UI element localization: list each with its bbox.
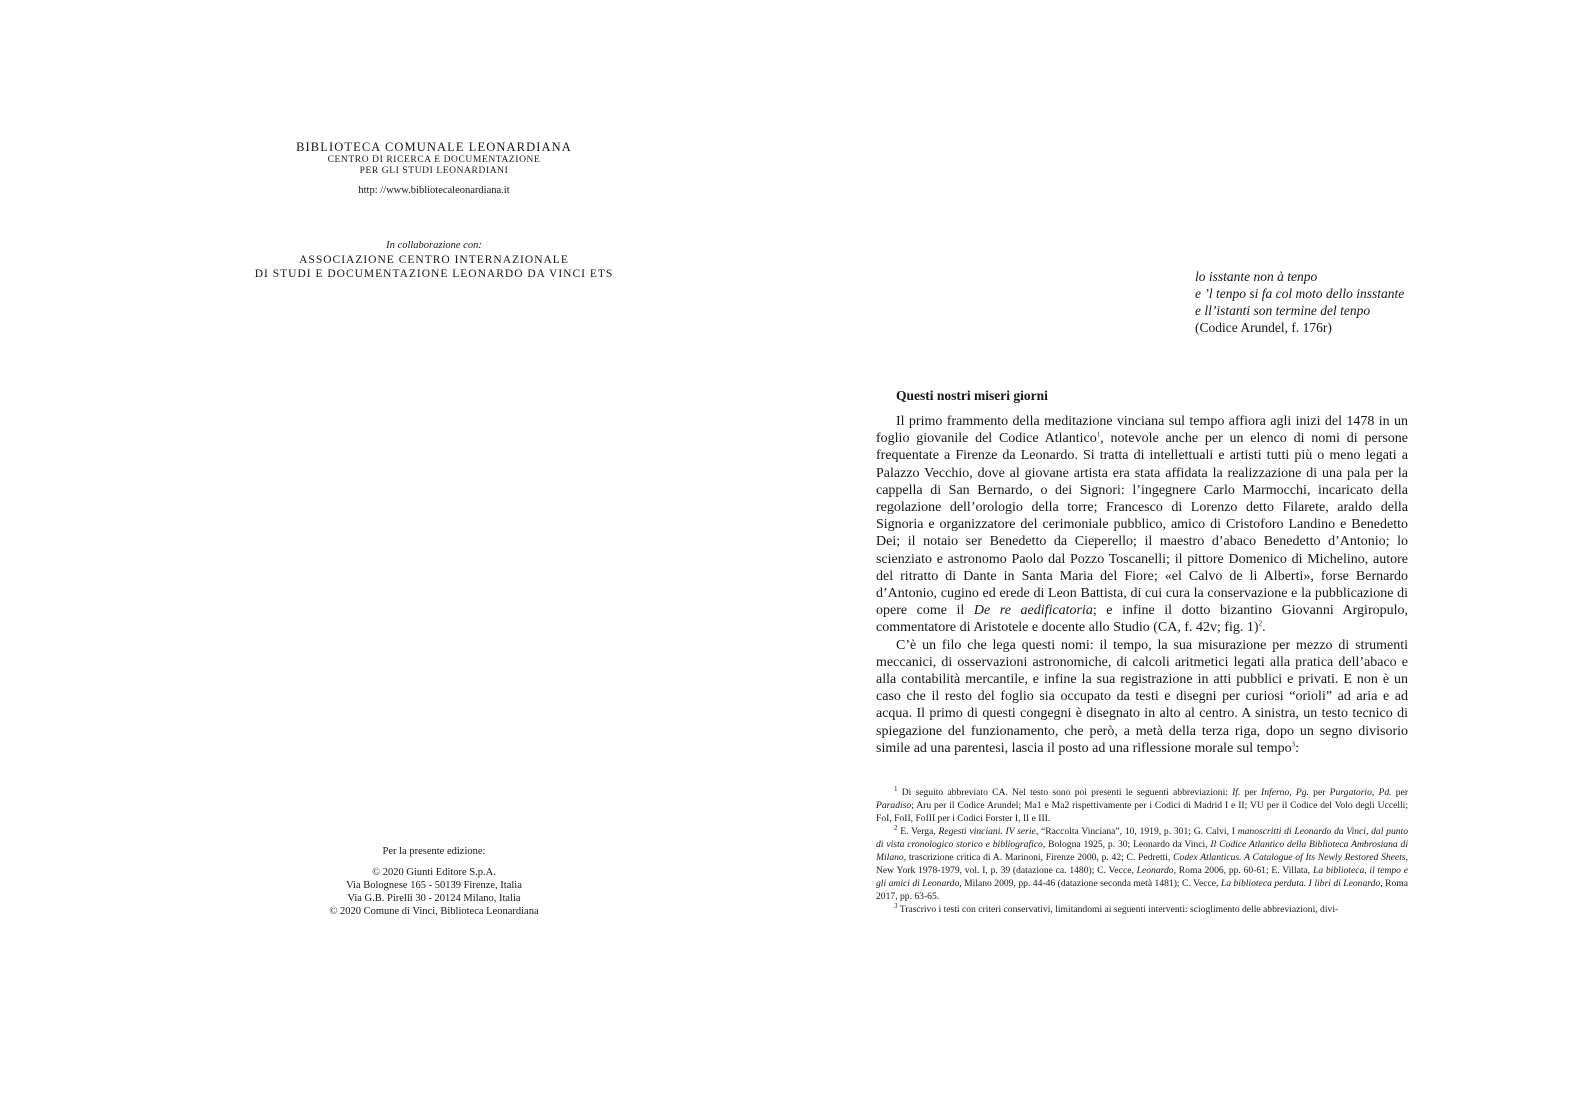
epigraph-line: e ll’istanti son termine del tenpo [1195, 303, 1371, 318]
epigraph-line: e ’l tenpo si fa col moto dello insstante [1195, 286, 1405, 301]
footnote-2: $^2$ E. Verga, Regesti vinciani. IV serie, “Raccolta Vinciana”, 10, 1919, p. 301; G. Calvi, I manoscritti di Leonardo da Vinci, dal punto di vista cronologico storico e bibliografico, Bologna 1925, p. 30; Leonardo da Vinci, Il Codice Atlantico della Biblioteca Ambrosiana di Milano, trascrizione critica di A. Marinoni, Firenze 2000, p. 42; C. Pedretti, Codex Atlanticus. A Catalogue of Its Newly Restored Sheets, New York 1978-1979, vol. I, p. 39 (datazione ca. 1480); C. Vecce, Leonardo, Roma 2006, pp. 60-61; E. Villata, La biblioteca, il tempo e gli amici di Leonardo, Milano 2009, pp. 44-46 (datazione seconda metà 1481); C. Vecce, La biblioteca perduta. I libri di Leonardo, Roma 2017, pp. 63-65. [876, 823, 1409, 902]
edition-intro: Per la presente edizione: [382, 846, 486, 857]
library-url[interactable]: http: //www.bibliotecaleonardiana.it [358, 185, 510, 196]
collaboration-line-1: ASSOCIAZIONE CENTRO INTERNAZIONALE [299, 254, 569, 266]
paragraph-1: Il primo frammento della meditazione vinciana sul tempo affiora agli inizi del 1478 in un foglio giovanile del Codice Atlantico$^1$, notevole anche per un elenco di nomi di persone frequentate a Firenze da Leonardo. Si tratta di intellettuali e artisti tutti più o meno legati a Palazzo Vecchio, dove al giovane artista era stata affidata la realizzazione di una pala per la cappella di San Bernardo, o dei Signori: l’ingegnere Carlo Marmocchi, incaricato della regolazione dell’orologio della torre; Francesco di Lorenzo detto Filarete, araldo della Signoria e organizzatore del cerimoniale pubblico, amico di Cristoforo Landino e Benedetto Dei; il notaio ser Benedetto da Cieperello; il maestro d’abaco Benedetto d’Antonio; lo scienziato e astronomo Paolo dal Pozzo Toscanelli; il pittore Domenico di Michelino, autore del ritratto di Dante in Santa Maria del Fiore; «el Calvo de li Alberti», forse Bernardo d’Antonio, cugino ed erede di Leon Battista, di cui cura la conservazione e la pubblicazione di opere come il De re aedificatoria; e infine il dotto bizantino Giovanni Argiropulo, commentatore di Aristotele e docente allo Studio (CA, f. 42v; fig. 1)$^2$. [876, 414, 1408, 636]
edition-line: Via Bolognese 165 - 50139 Firenze, Italia [346, 880, 522, 891]
right-page [794, 0, 1587, 1111]
library-masthead [0, 139, 868, 197]
paragraph-2: C’è un filo che lega questi nomi: il tempo, la sua misurazione per mezzo di strumenti meccanici, di osservazioni astronomiche, di calcoli aritmetici legati alla pratica dell’abaco e alla contabilità mercantile, e infine la sua registrazione in atti pubblici e privati. E non è un caso che il resto del foglio sia occupato da testi e disegni per curiosi “orioli” ad aria e ad acqua. Il primo di questi congegni è disegnato in alto al centro. A sinistra, un testo tecnico di spiegazione del funzionamento, che però, a metà della terza riga, dopo un segno divisorio simile ad una parentesi, lascia il posto ad una riflessione morale sul tempo$^3$: [876, 637, 1408, 756]
footnote-ref-3[interactable]: 3 [1291, 740, 1296, 749]
collaboration-intro: In collaborazione con: [386, 240, 482, 251]
footnotes [876, 786, 1408, 916]
edition-line: © 2020 Giunti Editore S.p.A. [372, 867, 496, 878]
library-name: BIBLIOTECA COMUNALE LEONARDIANA [296, 140, 572, 154]
library-subtitle-2: PER GLI STUDI LEONARDIANI [359, 166, 509, 176]
footnote-ref-2[interactable]: 2 [1258, 619, 1263, 628]
edition-line: Via G.B. Pirelli 30 - 20124 Milano, Italia [347, 893, 521, 904]
epigraph-line: lo isstante non à tenpo [1195, 269, 1318, 284]
edition-credits [0, 845, 868, 918]
footnote-3: $^3$ Trascrivo i testi con criteri conservativi, limitandomi ai seguenti interventi: scioglimento delle abbreviazioni, divi- [894, 901, 1339, 915]
footnote-1: $^1$ Di seguito abbreviato CA. Nel testo sono poi presenti le seguenti abbreviazioni: If. per Inferno, Pg. per Purgatorio, Pd. per Paradiso; Aru per il Codice Arundel; Ma1 e Ma2 rispettivamente per i Codici di Madrid I e II; VU per il Codice del Volo degli Uccelli; FoI, FoII, FoIII per i Codici Forster I, II e III. [876, 784, 1409, 824]
epigraph [1195, 268, 1435, 336]
collaboration-block [0, 239, 868, 281]
left-page [0, 0, 793, 1111]
collaboration-line-2: DI STUDI E DOCUMENTAZIONE LEONARDO DA VINCI ETS [254, 268, 614, 280]
edition-line: © 2020 Comune di Vinci, Biblioteca Leonardiana [329, 906, 539, 917]
body-text [876, 413, 1408, 757]
section-heading: Questi nostri miseri giorni [896, 388, 1048, 403]
library-subtitle-1: CENTRO DI RICERCA E DOCUMENTAZIONE [327, 155, 541, 165]
epigraph-source: (Codice Arundel, f. 176r) [1195, 320, 1332, 335]
footnote-ref-1[interactable]: 1 [1096, 430, 1101, 439]
